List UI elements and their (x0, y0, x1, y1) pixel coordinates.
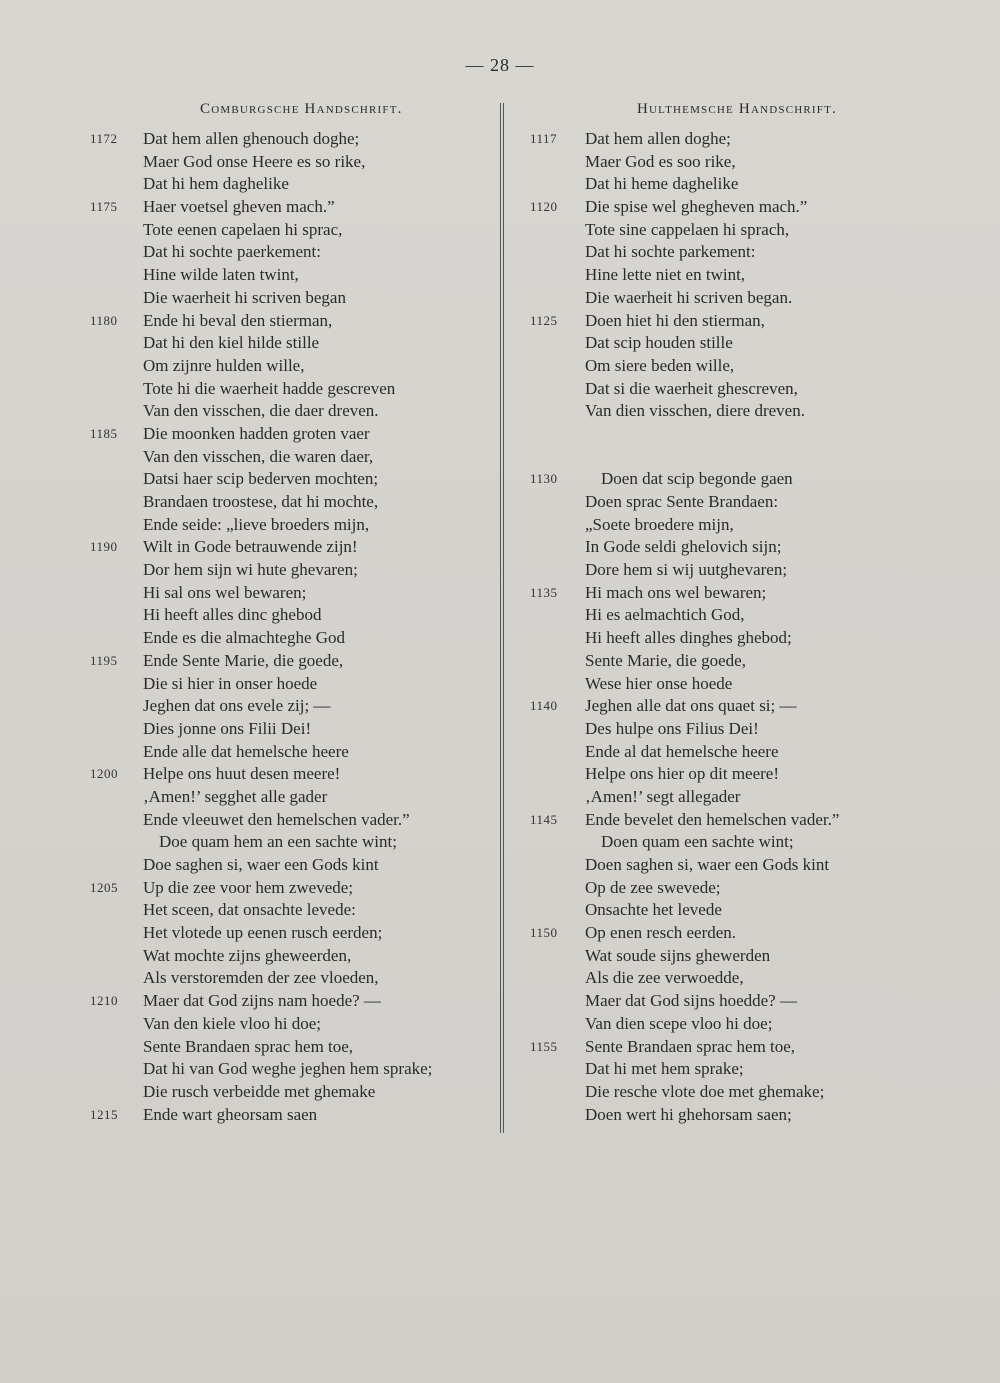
verse-text: Ende al dat hemelsche heere (585, 741, 779, 761)
verse-text: Ende seide: „lieve broeders mijn, (143, 514, 370, 534)
line-number: 1117 (530, 131, 558, 146)
verse-line (505, 877, 1000, 900)
verse-text: Dat hi heme daghelike (585, 174, 739, 194)
verse-line (0, 854, 498, 877)
verse-line (505, 945, 1000, 968)
verse-line (0, 899, 498, 922)
verse-text: Dat si die waerheit ghescreven, (585, 378, 798, 398)
verse-line (0, 378, 498, 401)
line-number: 1205 (90, 879, 118, 895)
line-number: 1190 (90, 539, 118, 555)
verse-text: Ende es die almachteghe God (143, 628, 346, 648)
verse-line (0, 741, 498, 764)
verse-text: Brandaen troostese, dat hi mochte, (143, 492, 379, 511)
verse-text: Die waerheit hi scriven began. (585, 287, 793, 307)
verse-text: Het sceen, dat onsachte levede: (143, 900, 356, 920)
verse-line (505, 264, 1000, 287)
verse-line (505, 695, 1000, 718)
column-divider-line (503, 103, 504, 1133)
verse-text: Wese hier onse hoede (585, 673, 733, 693)
verse-line (0, 355, 498, 378)
verse-text: Wat mochte zijns gheweerden, (143, 945, 352, 965)
verse-line (505, 673, 1000, 696)
verse-text: Onsachte het levede (585, 900, 722, 920)
verse-line (0, 514, 498, 537)
verse-line (505, 514, 1000, 537)
verse-line (505, 763, 1000, 786)
verse-text: Doen hiet hi den stierman, (585, 310, 765, 330)
verse-text: Die moonken hadden groten vaer (143, 423, 370, 443)
verse-line (0, 786, 498, 809)
verse-text: Ende alle dat hemelsche heere (143, 741, 349, 761)
verse-text: Die resche vlote doe met ghemake; (585, 1081, 825, 1101)
verse-line (505, 355, 1000, 378)
verse-text: Maer God onse Heere es so rike, (143, 151, 366, 171)
verse-text: Doen wert hi ghehorsam saen; (585, 1104, 792, 1124)
verse-text: Op de zee swevede; (585, 877, 721, 897)
verse-text: Dore hem si wij uutghevaren; (585, 560, 788, 580)
verse-line (0, 1058, 498, 1081)
verse-line (505, 786, 1000, 809)
verse-text: Dat scip houden stille (585, 333, 733, 353)
line-number: 1215 (90, 1106, 118, 1122)
verse-line (505, 559, 1000, 582)
verse-line (505, 990, 1000, 1013)
verse-text: Tote eenen capelaen hi sprac, (143, 219, 343, 239)
verse-text: Ende wart gheorsam saen (143, 1104, 318, 1124)
verse-text: Maer God es soo rike, (585, 151, 736, 171)
verse-text: Van den visschen, die waren daer, (143, 446, 374, 466)
verse-text: Ende hi beval den stierman, (143, 310, 333, 330)
verse-line (505, 287, 1000, 310)
verse-line (505, 241, 1000, 264)
verse-text: Maer dat God sijns hoedde? — (585, 991, 797, 1011)
verse-line (505, 400, 1000, 423)
verse-text: In Gode seldi ghelovich sijn; (585, 537, 782, 557)
verse-line (0, 536, 498, 559)
verse-text: Hine lette niet en twint, (585, 265, 746, 285)
line-number: 1185 (90, 425, 118, 441)
verse-text: Van dien visschen, diere dreven. (585, 401, 805, 421)
verse-line (505, 173, 1000, 196)
left-column-text (0, 128, 498, 1126)
verse-text: Doe quam hem an een sachte wint; (159, 832, 397, 852)
verse-text: Dat hi sochte paerkement: (143, 242, 321, 262)
line-number: 1145 (530, 811, 558, 827)
verse-text: Helpe ons huut desen meere! (143, 764, 341, 784)
verse-text: Dat hi met hem sprake; (585, 1059, 744, 1079)
line-number: 1172 (90, 131, 118, 146)
verse-line (505, 196, 1000, 219)
verse-line (505, 831, 1000, 854)
verse-text: Dat hi van God weghe jeghen hem sprake; (143, 1059, 433, 1079)
verse-line (0, 446, 498, 469)
verse-text: Jeghen dat ons evele zij; — (143, 696, 331, 716)
verse-line (0, 332, 498, 355)
verse-line (0, 196, 498, 219)
verse-text: Ende bevelet den hemelschen vader.” (585, 809, 840, 829)
verse-line (0, 831, 498, 854)
verse-text: Dies jonne ons Filii Dei! (143, 718, 312, 738)
verse-line (0, 219, 498, 242)
verse-line (0, 559, 498, 582)
verse-line (505, 922, 1000, 945)
verse-line (505, 378, 1000, 401)
verse-line (505, 627, 1000, 650)
verse-text: Dat hi den kiel hilde stille (143, 333, 320, 353)
right-column-header: Hulthemsche Handschrift. (637, 101, 837, 117)
verse-line (0, 877, 498, 900)
line-number: 1130 (530, 471, 558, 487)
verse-text: Ende Sente Marie, die goede, (143, 650, 344, 670)
verse-text: Als verstoremden der zee vloeden, (143, 968, 379, 988)
left-column-header: Comburgsche Handschrift. (200, 101, 403, 117)
verse-line (0, 264, 498, 287)
verse-line (0, 673, 498, 696)
line-number: 1125 (530, 312, 558, 328)
page-number: — 28 — (465, 55, 535, 75)
verse-line (0, 763, 498, 786)
verse-line (505, 1058, 1000, 1081)
verse-line (505, 446, 1000, 469)
line-number: 1135 (530, 584, 558, 600)
verse-text: Wilt in Gode betrauwende zijn! (143, 537, 358, 557)
verse-text: Doen sprac Sente Brandaen: (585, 492, 779, 511)
verse-line (0, 650, 498, 673)
verse-text: Sente Brandaen sprac hem toe, (143, 1036, 354, 1056)
column-divider-line (500, 103, 501, 1133)
verse-line (0, 627, 498, 650)
verse-text: Hi sal ons wel bewaren; (143, 582, 307, 602)
verse-line (505, 809, 1000, 832)
verse-text: Jeghen alle dat ons quaet si; — (585, 696, 797, 716)
verse-text: Ende vleeuwet den hemelschen vader.” (143, 809, 410, 829)
verse-line (0, 400, 498, 423)
verse-line (0, 809, 498, 832)
verse-line (505, 310, 1000, 333)
verse-line (0, 151, 498, 174)
verse-line (505, 423, 1000, 446)
line-number: 1155 (530, 1038, 558, 1054)
verse-line (505, 468, 1000, 491)
verse-line (505, 650, 1000, 673)
verse-line (0, 491, 498, 514)
verse-text: ‚Amen!’ segghet alle gader (143, 786, 328, 806)
line-number: 1180 (90, 312, 118, 328)
verse-text: Haer voetsel gheven mach.” (143, 197, 335, 217)
verse-line (505, 219, 1000, 242)
verse-text: Hi mach ons wel bewaren; (585, 582, 767, 602)
verse-text: Doen saghen si, waer een Gods kint (585, 855, 830, 874)
verse-text: Doen dat scip begonde gaen (601, 469, 793, 489)
verse-line (505, 332, 1000, 355)
verse-line (505, 1036, 1000, 1059)
verse-text: Van dien scepe vloo hi doe; (585, 1013, 773, 1033)
verse-text: Des hulpe ons Filius Dei! (585, 718, 759, 738)
verse-line (505, 854, 1000, 877)
verse-text: Die si hier in onser hoede (143, 673, 318, 693)
verse-line (0, 967, 498, 990)
verse-text: Dat hem allen doghe; (585, 129, 731, 148)
line-number: 1195 (90, 652, 118, 668)
verse-line (505, 128, 1000, 151)
verse-line (0, 468, 498, 491)
verse-text: Sente Marie, die goede, (585, 650, 746, 670)
line-number: 1150 (530, 925, 558, 941)
verse-text: Die waerheit hi scriven began (143, 287, 346, 307)
verse-line (505, 536, 1000, 559)
verse-text: Helpe ons hier op dit meere! (585, 764, 780, 784)
verse-line (0, 1081, 498, 1104)
verse-line (505, 1013, 1000, 1036)
verse-line (0, 173, 498, 196)
verse-text: Hine wilde laten twint, (143, 265, 299, 285)
verse-text: Datsi haer scip bederven mochten; (143, 469, 379, 489)
verse-text: Hi heeft alles dinc ghebod (143, 605, 322, 625)
verse-text: Om siere beden wille, (585, 355, 735, 375)
verse-line (0, 1104, 498, 1127)
line-number: 1210 (90, 993, 118, 1009)
verse-text: Sente Brandaen sprac hem toe, (585, 1036, 796, 1056)
verse-text: Wat soude sijns ghewerden (585, 945, 771, 965)
line-number: 1200 (90, 766, 118, 782)
right-column-text (505, 128, 1000, 1126)
verse-text: Tote hi die waerheit hadde gescreven (143, 378, 396, 398)
verse-line (505, 741, 1000, 764)
verse-text: Doen quam een sachte wint; (601, 832, 794, 852)
verse-text: Als die zee verwoedde, (585, 968, 744, 988)
verse-text: Hi es aelmachtich God, (585, 605, 745, 625)
verse-line (505, 1081, 1000, 1104)
line-number: 1175 (90, 199, 118, 215)
verse-line (0, 128, 498, 151)
verse-line (0, 1013, 498, 1036)
verse-line (0, 945, 498, 968)
verse-text: Dat hem allen ghenouch doghe; (143, 129, 360, 148)
verse-text: Die spise wel ghegheven mach.” (585, 197, 808, 217)
verse-text: Op enen resch eerden. (585, 923, 737, 943)
verse-line (0, 423, 498, 446)
verse-line (505, 151, 1000, 174)
verse-line (0, 604, 498, 627)
verse-line (0, 718, 498, 741)
verse-line (0, 310, 498, 333)
verse-text: Die rusch verbeidde met ghemake (143, 1081, 376, 1101)
verse-line (505, 582, 1000, 605)
verse-line (505, 491, 1000, 514)
verse-text: Van den kiele vloo hi doe; (143, 1013, 321, 1033)
verse-text: Doe saghen si, waer een Gods kint (143, 855, 379, 874)
verse-line (0, 241, 498, 264)
verse-line (0, 287, 498, 310)
verse-text: Dat hi sochte parkement: (585, 242, 756, 262)
verse-line (505, 1104, 1000, 1127)
verse-line (0, 695, 498, 718)
verse-text: Tote sine cappelaen hi sprach, (585, 219, 790, 239)
verse-text: Maer dat God zijns nam hoede? — (143, 991, 381, 1011)
verse-text: Hi heeft alles dinghes ghebod; (585, 628, 792, 648)
verse-text: „Soete broedere mijn, (585, 514, 734, 534)
verse-text: Dat hi hem daghelike (143, 174, 289, 194)
line-number: 1140 (530, 698, 558, 714)
verse-line (0, 922, 498, 945)
verse-line (505, 718, 1000, 741)
verse-text: Up die zee voor hem zwevede; (143, 877, 354, 897)
verse-line (0, 582, 498, 605)
verse-text: ‚Amen!’ segt allegader (585, 786, 741, 806)
verse-line (505, 604, 1000, 627)
verse-line (0, 990, 498, 1013)
verse-text: Dor hem sijn wi hute ghevaren; (143, 560, 358, 580)
verse-text: Om zijnre hulden wille, (143, 355, 305, 375)
line-number: 1120 (530, 199, 558, 215)
verse-line (505, 899, 1000, 922)
verse-line (0, 1036, 498, 1059)
verse-text: Het vlotede up eenen rusch eerden; (143, 923, 383, 943)
verse-line (505, 967, 1000, 990)
verse-text: Van den visschen, die daer dreven. (143, 401, 379, 421)
